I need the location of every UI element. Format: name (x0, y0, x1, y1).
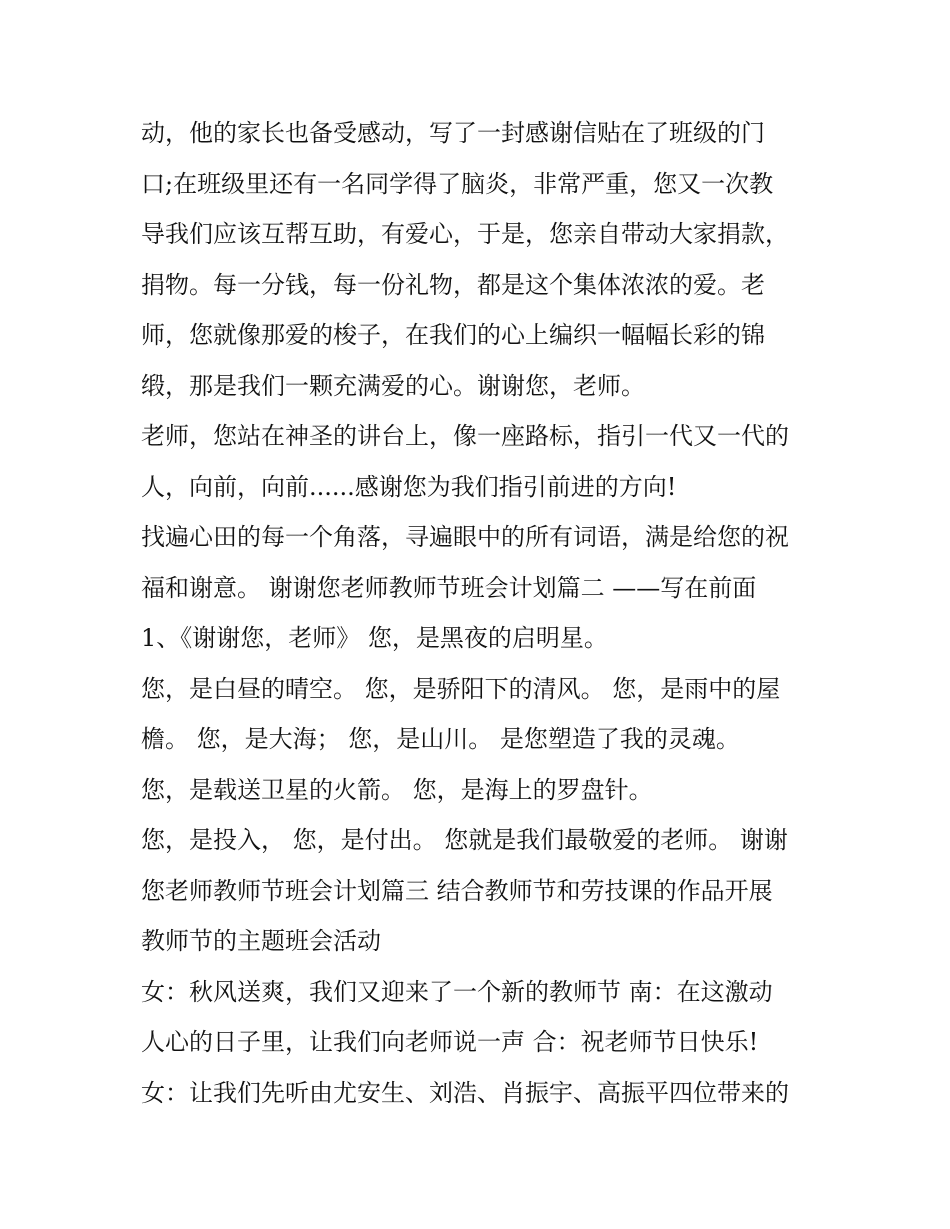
text-line: 您，是载送卫星的火箭。 您，是海上的罗盘针。 (141, 775, 653, 804)
text-line: 找遍心田的每一个角落，寻遍眼中的所有词语，满是给您的祝 (141, 523, 789, 551)
text-line: 人，向前，向前......感谢您为我们指引前进的方向! (141, 472, 677, 501)
text-line: 福和谢意。 谢谢您老师教师节班会计划篇二 ——写在前面 (141, 573, 757, 602)
text-line: 您，是白昼的晴空。 您，是骄阳下的清风。 您，是雨中的屋 (141, 674, 781, 703)
text-line: 您，是投入， 您，是付出。 您就是我们最敬爱的老师。 谢谢 (141, 826, 788, 854)
text-line: 导我们应该互帮互助，有爱心，于是，您亲自带动大家捐款， (141, 220, 789, 248)
text-line: 檐。 您，是大海； 您，是山川。 是您塑造了我的灵魂。 (141, 725, 740, 753)
text-line: 教师节的主题班会活动 (141, 927, 381, 955)
document-body (141, 108, 821, 1118)
text-line: 女：秋风送爽，我们又迎来了一个新的教师节 南：在这激动 (141, 977, 773, 1006)
text-line: 1、《谢谢您，老师》 您，是黑夜的启明星。 (141, 624, 608, 652)
text-line: 捐物。每一分钱，每一份礼物，都是这个集体浓浓的爱。老 (141, 270, 765, 299)
text-line: 人心的日子里，让我们向老师说一声 合：祝老师节日快乐! (141, 1028, 759, 1056)
text-line: 师，您就像那爱的梭子，在我们的心上编织一幅幅长彩的锦 (141, 321, 765, 349)
text-line: 女：让我们先听由尤安生、刘浩、肖振宇、高振平四位带来的 (141, 1078, 789, 1107)
text-line: 您老师教师节班会计划篇三 结合教师节和劳技课的作品开展 (141, 876, 773, 905)
text-line: 动，他的家长也备受感动，写了一封感谢信贴在了班级的门 (141, 119, 765, 147)
text-line: 口;在班级里还有一名同学得了脑炎，非常严重，您又一次教 (141, 169, 774, 198)
text-line: 缎，那是我们一颗充满爱的心。谢谢您，老师。 (141, 371, 645, 400)
text-line: 老师，您站在神圣的讲台上，像一座路标，指引一代又一代的 (141, 422, 789, 450)
